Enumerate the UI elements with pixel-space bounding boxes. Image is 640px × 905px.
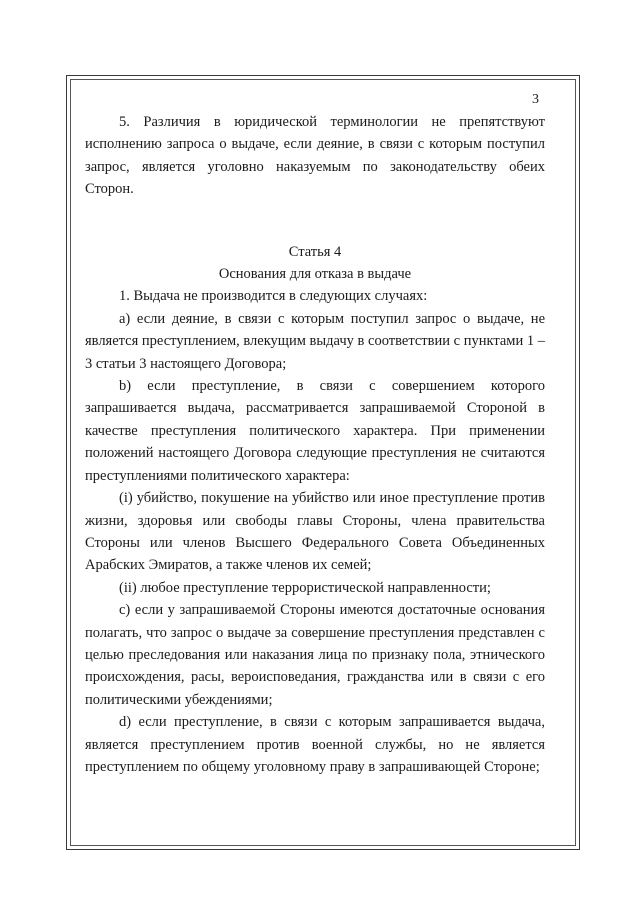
document-body [85,111,545,778]
item-b: b) если преступление, в связи с совершением которого запрашивается выдача, рассматривается запрашиваемой Стороной в качестве преступления политического характера. При применении положений настоящего Договора следующие преступления не считаются преступлениями политического характера: [85,378,545,484]
item-b-i: (i) убийство, покушение на убийство или иное преступление против жизни, здоровья или свободы главы Стороны, члена правительства Стороны или членов Высшего Федерального Совета Объединенных Арабских Эмиратов, а также членов их семей; [85,490,545,574]
paragraph-5: 5. Различия в юридической терминологии не препятствуют исполнению запроса о выдаче, если деяние, в связи с которым поступил запрос, является уголовно наказуемым по законодательству обеих Сторон. [85,114,545,198]
item-d: d) если преступление, в связи с которым запрашивается выдача, является преступлением против военной службы, но не является преступлением по общему уголовному праву в запрашивающей Стороне; [85,714,545,775]
article-subtitle: Основания для отказа в выдаче [218,266,412,283]
page-number: 3 [532,92,539,107]
spacer [85,221,545,241]
spacer [85,201,545,221]
item-b-ii: (ii) любое преступление террористической направленности; [119,579,491,596]
item-a: а) если деяние, в связи с которым поступил запрос о выдаче, не является преступлением, влекущим выдачу в соответствии с пунктами 1 – 3 статьи 3 настоящего Договора; [85,310,545,372]
article-title: Статья 4 [288,243,342,260]
item-c: с) если у запрашиваемой Стороны имеются достаточные основания полагать, что запрос о выдаче за совершение преступления представлен с целью преследования или наказания лица по признаку пола, этнического происхождения, расы, вероисповедания, гражданства или в связи с его политическими убеждениями; [85,602,545,708]
item-1: 1. Выдача не производится в следующих случаях: [119,288,428,305]
